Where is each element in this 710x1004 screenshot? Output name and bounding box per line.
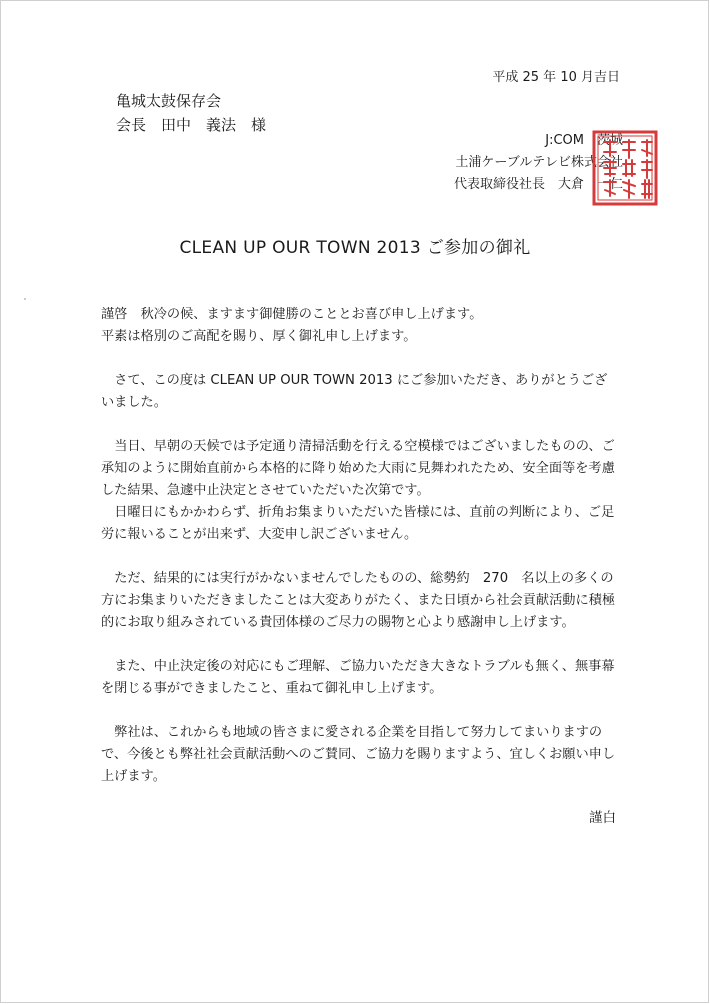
sender-representative: 代表取締役社長 大倉 一仁 (453, 177, 623, 192)
paragraph-thanks: さて、この度は CLEAN UP OUR TOWN 2013 にご参加いただき、ありがとうございました。 (101, 373, 608, 410)
recipient-name: 会長 田中 義法 様 (116, 116, 267, 134)
letter-body (101, 304, 616, 788)
greeting-line-2: 平素は格別のご高配を賜り、厚く御礼申し上げます。 (101, 329, 417, 344)
sender-company: 土浦ケーブルテレビ株式会社 (455, 155, 623, 170)
paragraph-weather: 当日、早朝の天候では予定通り清掃活動を行える空模様ではございましたものの、ご承知のように開始直前から本格的に降り始めた大雨に見舞われたため、安全面等を考慮した結果、急遽中止決定とさせていただいた次第です。 (101, 439, 615, 498)
sender-brand: J:COM 茨城 (545, 133, 623, 148)
paragraph-cooperation: また、中止決定後の対応にもご理解、ご協力いただき大きなトラブルも無く、無事幕を閉じる事ができましたこと、重ねて御礼申し上げます。 (101, 659, 615, 696)
closing-word: 謹白 (589, 810, 616, 826)
letter-date: 平成 25 年 10 月吉日 (492, 70, 620, 85)
greeting-line-1: 謹啓 秋冷の候、ますます御健勝のこととお喜び申し上げます。 (101, 307, 483, 322)
paragraph-apology: 日曜日にもかかわらず、折角お集まりいただいた皆様には、直前の判断により、ご足労に報いることが出来ず、大変申し訳ございません。 (101, 505, 615, 542)
company-seal-stamp (590, 128, 660, 208)
paragraph-future: 弊社は、これからも地域の皆さまに愛される企業を目指して努力してまいりますので、今後とも弊社社会貢献活動へのご賛同、ご協力を賜りますよう、宜しくお願い申し上げます。 (101, 725, 616, 784)
recipient-block (116, 89, 266, 137)
scan-speck (24, 298, 26, 300)
paragraph-gratitude: ただ、結果的には実行がかないませんでしたものの、総勢約 270 名以上の多くの方にお集まりいただきましたことは大変ありがたく、また日頃から社会貢献活動に積極的にお取り組みされている貴団体様のご尽力の賜物と心より感謝申し上げます。 (101, 571, 616, 630)
letter-title: CLEAN UP OUR TOWN 2013 ご参加の御礼 (179, 238, 531, 258)
recipient-organization: 亀城太鼓保存会 (116, 92, 222, 110)
